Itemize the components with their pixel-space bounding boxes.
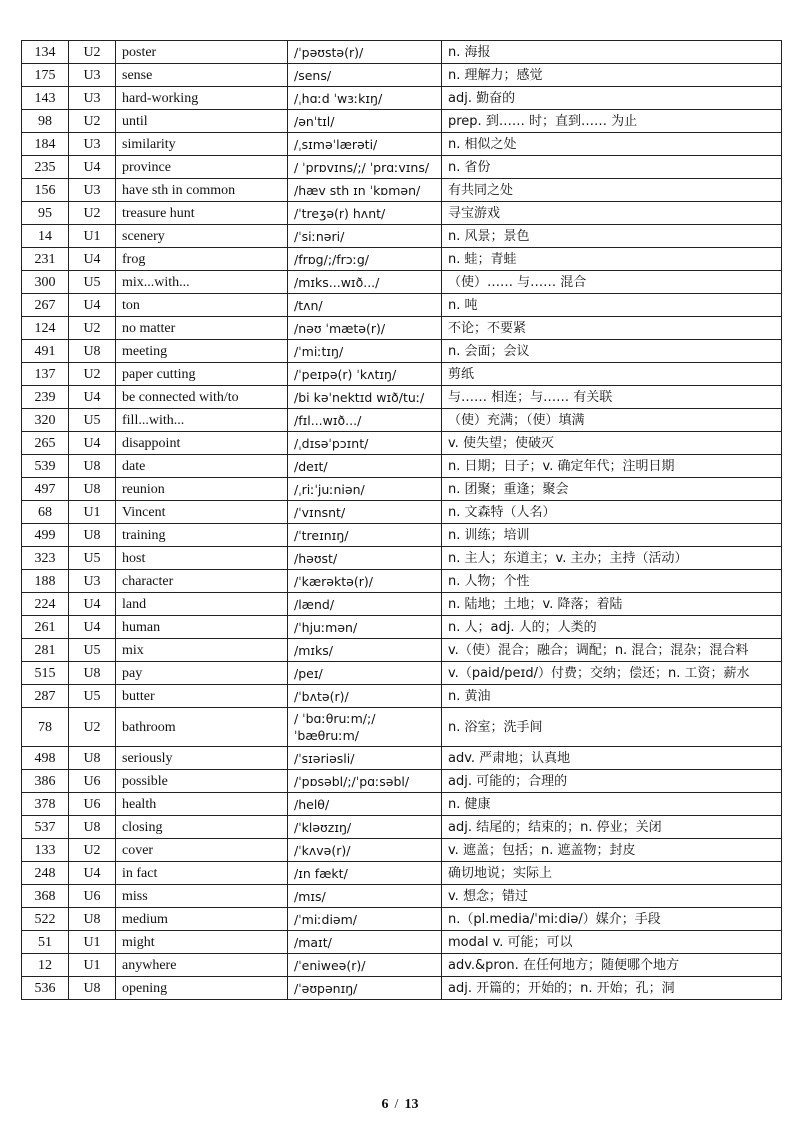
entry-unit: U8 <box>69 340 116 363</box>
entry-meaning: adj. 开篇的；开始的；n. 开始；孔；洞 <box>442 977 782 1000</box>
table-row <box>22 156 782 179</box>
entry-number: 265 <box>22 432 69 455</box>
entry-meaning: 与…… 相连；与…… 有关联 <box>442 386 782 409</box>
table-row <box>22 317 782 340</box>
table-row <box>22 793 782 816</box>
entry-phonetic: /hæv sth ɪn ˈkɒmən/ <box>288 179 442 202</box>
entry-unit: U4 <box>69 248 116 271</box>
table-row <box>22 202 782 225</box>
entry-meaning: prep. 到…… 时；直到…… 为止 <box>442 110 782 133</box>
table-row <box>22 363 782 386</box>
entry-number: 175 <box>22 64 69 87</box>
entry-word: butter <box>116 685 288 708</box>
entry-unit: U8 <box>69 977 116 1000</box>
table-row <box>22 409 782 432</box>
entry-unit: U8 <box>69 662 116 685</box>
entry-number: 267 <box>22 294 69 317</box>
entry-number: 95 <box>22 202 69 225</box>
entry-phonetic: /nəʊ ˈmætə(r)/ <box>288 317 442 340</box>
table-row <box>22 432 782 455</box>
table-row <box>22 770 782 793</box>
entry-word: frog <box>116 248 288 271</box>
entry-phonetic: /ˈpeɪpə(r) ˈkʌtɪŋ/ <box>288 363 442 386</box>
entry-number: 231 <box>22 248 69 271</box>
entry-number: 497 <box>22 478 69 501</box>
entry-unit: U6 <box>69 793 116 816</box>
entry-unit: U4 <box>69 616 116 639</box>
entry-word: Vincent <box>116 501 288 524</box>
table-row <box>22 294 782 317</box>
entry-number: 386 <box>22 770 69 793</box>
entry-unit: U3 <box>69 570 116 593</box>
entry-meaning: n. 人物；个性 <box>442 570 782 593</box>
entry-word: closing <box>116 816 288 839</box>
entry-number: 499 <box>22 524 69 547</box>
entry-unit: U8 <box>69 524 116 547</box>
vocabulary-rows <box>22 41 782 1000</box>
entry-phonetic: /ˈkærəktə(r)/ <box>288 570 442 593</box>
entry-word: mix <box>116 639 288 662</box>
entry-word: similarity <box>116 133 288 156</box>
entry-word: medium <box>116 908 288 931</box>
table-row <box>22 133 782 156</box>
vocabulary-table <box>21 40 782 1000</box>
entry-number: 98 <box>22 110 69 133</box>
entry-unit: U1 <box>69 225 116 248</box>
entry-phonetic: /ənˈtɪl/ <box>288 110 442 133</box>
entry-meaning: n. 团聚；重逢；聚会 <box>442 478 782 501</box>
entry-meaning: adj. 结尾的；结束的；n. 停业；关闭 <box>442 816 782 839</box>
entry-meaning: （使）充满；（使）填满 <box>442 409 782 432</box>
table-row <box>22 179 782 202</box>
entry-meaning: v.（使）混合；融合；调配；n. 混合；混杂；混合料 <box>442 639 782 662</box>
entry-unit: U5 <box>69 639 116 662</box>
entry-number: 68 <box>22 501 69 524</box>
entry-word: poster <box>116 41 288 64</box>
entry-unit: U2 <box>69 839 116 862</box>
entry-unit: U1 <box>69 931 116 954</box>
total-pages: 13 <box>404 1097 419 1112</box>
entry-unit: U5 <box>69 685 116 708</box>
entry-phonetic: /peɪ/ <box>288 662 442 685</box>
entry-number: 378 <box>22 793 69 816</box>
entry-unit: U8 <box>69 816 116 839</box>
entry-number: 14 <box>22 225 69 248</box>
entry-word: human <box>116 616 288 639</box>
entry-number: 515 <box>22 662 69 685</box>
entry-phonetic: /ɪn fækt/ <box>288 862 442 885</box>
table-row <box>22 862 782 885</box>
entry-meaning: 确切地说；实际上 <box>442 862 782 885</box>
entry-meaning: 有共同之处 <box>442 179 782 202</box>
entry-unit: U2 <box>69 202 116 225</box>
table-row <box>22 386 782 409</box>
entry-phonetic: /ˈtreɪnɪŋ/ <box>288 524 442 547</box>
entry-meaning: n. 训练；培训 <box>442 524 782 547</box>
entry-phonetic: /ˌriːˈjuːniən/ <box>288 478 442 501</box>
entry-word: possible <box>116 770 288 793</box>
entry-meaning: n. 相似之处 <box>442 133 782 156</box>
entry-unit: U8 <box>69 908 116 931</box>
entry-meaning: n. 文森特（人名） <box>442 501 782 524</box>
table-row <box>22 225 782 248</box>
entry-number: 184 <box>22 133 69 156</box>
entry-word: paper cutting <box>116 363 288 386</box>
entry-unit: U4 <box>69 386 116 409</box>
entry-number: 143 <box>22 87 69 110</box>
entry-word: meeting <box>116 340 288 363</box>
entry-meaning: adv.&pron. 在任何地方；随便哪个地方 <box>442 954 782 977</box>
entry-phonetic: /sens/ <box>288 64 442 87</box>
entry-phonetic: /ˈhjuːmən/ <box>288 616 442 639</box>
entry-meaning: adj. 可能的；合理的 <box>442 770 782 793</box>
table-row <box>22 662 782 685</box>
table-row <box>22 570 782 593</box>
entry-phonetic: /helθ/ <box>288 793 442 816</box>
entry-word: hard-working <box>116 87 288 110</box>
entry-meaning: v. 想念；错过 <box>442 885 782 908</box>
entry-phonetic: /ˈəʊpənɪŋ/ <box>288 977 442 1000</box>
entry-word: sense <box>116 64 288 87</box>
entry-word: disappoint <box>116 432 288 455</box>
vocabulary-table-container <box>21 40 781 1000</box>
entry-unit: U4 <box>69 862 116 885</box>
entry-word: date <box>116 455 288 478</box>
entry-number: 287 <box>22 685 69 708</box>
entry-word: until <box>116 110 288 133</box>
entry-meaning: n. 海报 <box>442 41 782 64</box>
entry-number: 133 <box>22 839 69 862</box>
entry-phonetic: /ˈtreʒə(r) hʌnt/ <box>288 202 442 225</box>
entry-number: 300 <box>22 271 69 294</box>
table-row <box>22 547 782 570</box>
entry-unit: U4 <box>69 156 116 179</box>
entry-phonetic: /fɪl...wɪð.../ <box>288 409 442 432</box>
entry-number: 235 <box>22 156 69 179</box>
table-row <box>22 478 782 501</box>
table-row <box>22 708 782 747</box>
entry-unit: U1 <box>69 954 116 977</box>
table-row <box>22 87 782 110</box>
entry-meaning: n. 人；adj. 人的；人类的 <box>442 616 782 639</box>
entry-unit: U2 <box>69 708 116 747</box>
entry-unit: U2 <box>69 41 116 64</box>
table-row <box>22 248 782 271</box>
table-row <box>22 271 782 294</box>
entry-phonetic: / ˈbɑːθruːm/;/ ˈbæθruːm/ <box>288 708 442 747</box>
entry-meaning: n.（pl.media/ˈmiːdiə/）媒介；手段 <box>442 908 782 931</box>
entry-word: seriously <box>116 747 288 770</box>
table-row <box>22 524 782 547</box>
entry-phonetic: /tʌn/ <box>288 294 442 317</box>
entry-meaning: n. 蛙；青蛙 <box>442 248 782 271</box>
entry-word: be connected with/to <box>116 386 288 409</box>
entry-meaning: n. 主人；东道主；v. 主办；主持（活动） <box>442 547 782 570</box>
entry-number: 537 <box>22 816 69 839</box>
entry-phonetic: /ˌhɑːd ˈwɜːkɪŋ/ <box>288 87 442 110</box>
entry-meaning: 不论；不要紧 <box>442 317 782 340</box>
table-row <box>22 455 782 478</box>
entry-phonetic: /lænd/ <box>288 593 442 616</box>
entry-number: 156 <box>22 179 69 202</box>
entry-word: reunion <box>116 478 288 501</box>
table-row <box>22 954 782 977</box>
entry-meaning: adj. 勤奋的 <box>442 87 782 110</box>
entry-unit: U3 <box>69 133 116 156</box>
entry-unit: U4 <box>69 294 116 317</box>
entry-phonetic: /deɪt/ <box>288 455 442 478</box>
entry-meaning: 寻宝游戏 <box>442 202 782 225</box>
entry-meaning: n. 省份 <box>442 156 782 179</box>
table-row <box>22 593 782 616</box>
table-row <box>22 747 782 770</box>
entry-meaning: n. 陆地；土地；v. 降落；着陆 <box>442 593 782 616</box>
entry-word: training <box>116 524 288 547</box>
entry-unit: U6 <box>69 770 116 793</box>
page-separator: / <box>394 1097 399 1112</box>
entry-unit: U2 <box>69 317 116 340</box>
entry-meaning: n. 风景；景色 <box>442 225 782 248</box>
entry-unit: U5 <box>69 409 116 432</box>
table-row <box>22 616 782 639</box>
entry-unit: U3 <box>69 87 116 110</box>
table-row <box>22 839 782 862</box>
entry-phonetic: /ˈkləʊzɪŋ/ <box>288 816 442 839</box>
entry-number: 12 <box>22 954 69 977</box>
entry-word: miss <box>116 885 288 908</box>
entry-unit: U5 <box>69 271 116 294</box>
entry-meaning: 剪纸 <box>442 363 782 386</box>
entry-word: might <box>116 931 288 954</box>
entry-number: 239 <box>22 386 69 409</box>
entry-phonetic: /ˈmiːdiəm/ <box>288 908 442 931</box>
table-row <box>22 501 782 524</box>
entry-phonetic: /ˌsɪməˈlærəti/ <box>288 133 442 156</box>
entry-meaning: v. 遮盖；包括；n. 遮盖物；封皮 <box>442 839 782 862</box>
entry-number: 281 <box>22 639 69 662</box>
entry-unit: U3 <box>69 64 116 87</box>
table-row <box>22 41 782 64</box>
entry-unit: U6 <box>69 885 116 908</box>
entry-meaning: n. 浴室；洗手间 <box>442 708 782 747</box>
entry-number: 137 <box>22 363 69 386</box>
entry-meaning: n. 日期；日子；v. 确定年代；注明日期 <box>442 455 782 478</box>
entry-phonetic: /mɪks/ <box>288 639 442 662</box>
page-number <box>0 1097 800 1113</box>
entry-word: health <box>116 793 288 816</box>
entry-phonetic: /mɪs/ <box>288 885 442 908</box>
table-row <box>22 639 782 662</box>
entry-word: mix...with... <box>116 271 288 294</box>
entry-phonetic: /maɪt/ <box>288 931 442 954</box>
entry-unit: U5 <box>69 547 116 570</box>
table-row <box>22 816 782 839</box>
entry-unit: U4 <box>69 593 116 616</box>
entry-phonetic: /ˈkʌvə(r)/ <box>288 839 442 862</box>
entry-meaning: n. 黄油 <box>442 685 782 708</box>
table-row <box>22 685 782 708</box>
entry-unit: U8 <box>69 455 116 478</box>
entry-word: cover <box>116 839 288 862</box>
entry-meaning: n. 理解力；感觉 <box>442 64 782 87</box>
entry-word: ton <box>116 294 288 317</box>
entry-phonetic: /ˌdɪsəˈpɔɪnt/ <box>288 432 442 455</box>
entry-word: anywhere <box>116 954 288 977</box>
entry-number: 522 <box>22 908 69 931</box>
entry-word: land <box>116 593 288 616</box>
entry-number: 224 <box>22 593 69 616</box>
entry-number: 368 <box>22 885 69 908</box>
entry-word: have sth in common <box>116 179 288 202</box>
entry-phonetic: /bi kəˈnektɪd wɪð/tuː/ <box>288 386 442 409</box>
entry-phonetic: /ˈvɪnsnt/ <box>288 501 442 524</box>
entry-phonetic: /ˈbʌtə(r)/ <box>288 685 442 708</box>
entry-number: 539 <box>22 455 69 478</box>
table-row <box>22 931 782 954</box>
entry-number: 248 <box>22 862 69 885</box>
entry-word: bathroom <box>116 708 288 747</box>
entry-number: 188 <box>22 570 69 593</box>
entry-unit: U2 <box>69 110 116 133</box>
entry-unit: U1 <box>69 501 116 524</box>
entry-meaning: v.（paid/peɪd/）付费；交纳；偿还；n. 工资；薪水 <box>442 662 782 685</box>
entry-word: treasure hunt <box>116 202 288 225</box>
entry-meaning: n. 吨 <box>442 294 782 317</box>
entry-word: no matter <box>116 317 288 340</box>
entry-phonetic: / ˈprɒvɪns/;/ ˈprɑːvɪns/ <box>288 156 442 179</box>
entry-unit: U2 <box>69 363 116 386</box>
entry-number: 51 <box>22 931 69 954</box>
entry-number: 536 <box>22 977 69 1000</box>
entry-phonetic: /ˈsɪəriəsli/ <box>288 747 442 770</box>
entry-phonetic: /mɪks...wɪð.../ <box>288 271 442 294</box>
entry-word: pay <box>116 662 288 685</box>
table-row <box>22 64 782 87</box>
entry-word: fill...with... <box>116 409 288 432</box>
entry-number: 320 <box>22 409 69 432</box>
entry-meaning: modal v. 可能；可以 <box>442 931 782 954</box>
entry-meaning: adv. 严肃地；认真地 <box>442 747 782 770</box>
entry-meaning: v. 使失望；使破灭 <box>442 432 782 455</box>
entry-word: character <box>116 570 288 593</box>
entry-word: scenery <box>116 225 288 248</box>
table-row <box>22 885 782 908</box>
entry-unit: U8 <box>69 478 116 501</box>
entry-meaning: n. 会面；会议 <box>442 340 782 363</box>
entry-phonetic: /frɒg/;/frɔːg/ <box>288 248 442 271</box>
table-row <box>22 908 782 931</box>
entry-meaning: （使）…… 与…… 混合 <box>442 271 782 294</box>
entry-unit: U4 <box>69 432 116 455</box>
entry-phonetic: /ˈsiːnəri/ <box>288 225 442 248</box>
entry-phonetic: /ˈmiːtɪŋ/ <box>288 340 442 363</box>
entry-number: 323 <box>22 547 69 570</box>
table-row <box>22 977 782 1000</box>
entry-number: 261 <box>22 616 69 639</box>
entry-meaning: n. 健康 <box>442 793 782 816</box>
entry-number: 134 <box>22 41 69 64</box>
entry-phonetic: /həʊst/ <box>288 547 442 570</box>
entry-number: 491 <box>22 340 69 363</box>
entry-word: host <box>116 547 288 570</box>
entry-phonetic: /ˈpəʊstə(r)/ <box>288 41 442 64</box>
entry-number: 78 <box>22 708 69 747</box>
entry-phonetic: /ˈeniweə(r)/ <box>288 954 442 977</box>
entry-word: opening <box>116 977 288 1000</box>
entry-word: in fact <box>116 862 288 885</box>
table-row <box>22 110 782 133</box>
entry-number: 124 <box>22 317 69 340</box>
entry-word: province <box>116 156 288 179</box>
entry-phonetic: /ˈpɒsəbl/;/ˈpɑːsəbl/ <box>288 770 442 793</box>
table-row <box>22 340 782 363</box>
entry-number: 498 <box>22 747 69 770</box>
current-page: 6 <box>381 1097 389 1112</box>
entry-unit: U8 <box>69 747 116 770</box>
entry-unit: U3 <box>69 179 116 202</box>
